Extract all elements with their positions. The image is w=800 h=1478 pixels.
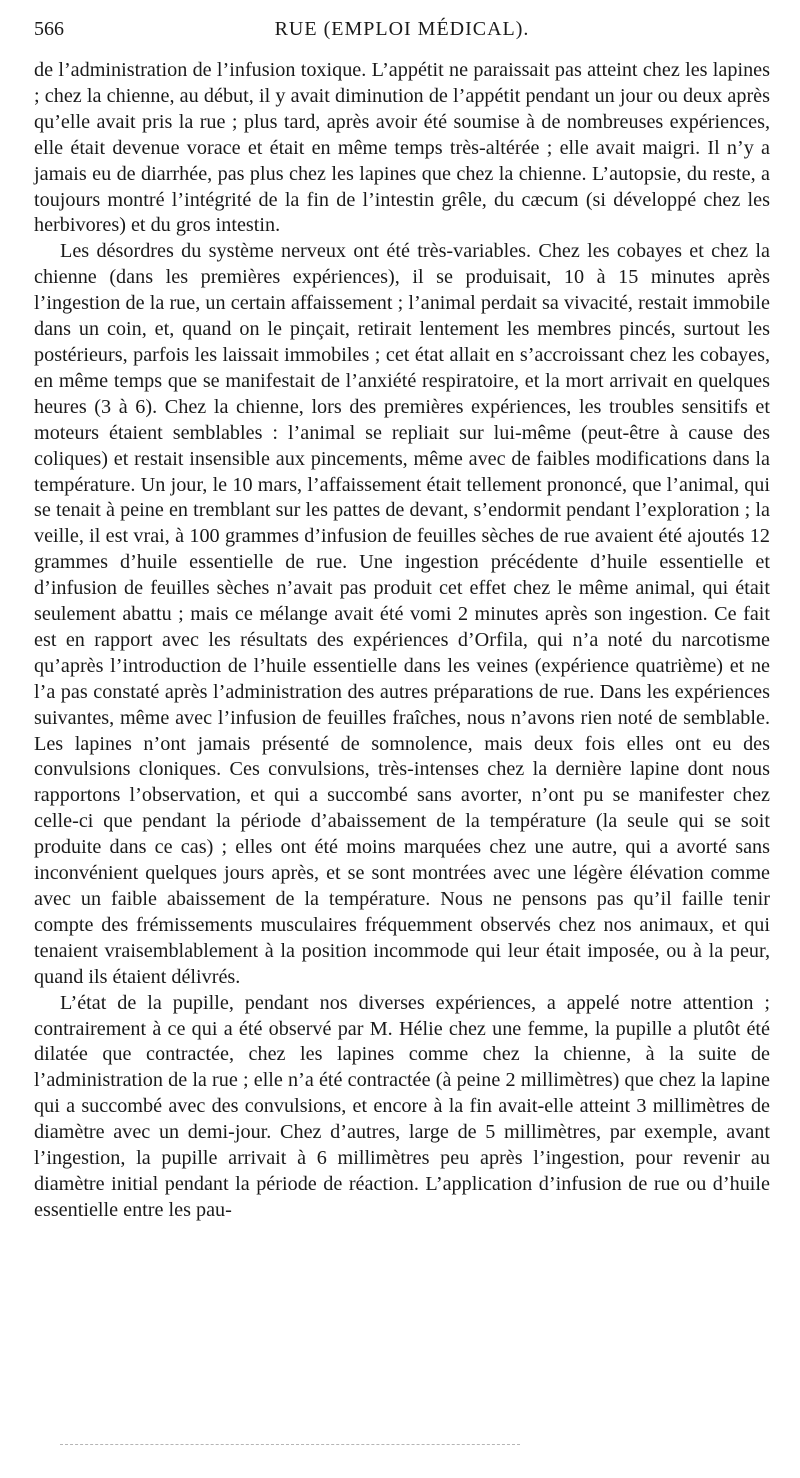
- body-text: [34, 58, 770, 1224]
- paragraph-continued: de l’administration de l’infusion toxique. L’appétit ne paraissait pas atteint chez les lapines ; chez la chienne, au début, il y avait diminution de l’appétit pendant un jour ou deux après qu’elle avait pris la rue ; plus tard, après avoir été soumise à de nombreuses expériences, elle était devenue vorace et était en même temps très-altérée ; elle avait maigri. Il n’y a jamais eu de diarrhée, pas plus chez les lapines que chez la chienne. L’autopsie, du reste, a toujours montré l’intégrité de la fin de l’intestin grêle, du cæcum (si développé chez les herbivores) et du gros intestin.: [34, 59, 770, 237]
- running-head: [34, 18, 770, 48]
- running-title: RUE (EMPLOI MÉDICAL).: [274, 18, 530, 40]
- paragraph-nervous-system: Les désordres du système nerveux ont été très-variables. Chez les cobayes et chez la chienne (dans les premières expériences), il se produisait, 10 à 15 minutes après l’ingestion de la rue, un certain affaissement ; l’animal perdait sa vivacité, restait immobile dans un coin, et, quand on le pinçait, retirait lentement les membres pincés, surtout les postérieurs, parfois les laissait immobiles ; cet état allait en s’accroissant chez les cobayes, en même temps que se manifestait de l’anxiété respiratoire, et la mort arrivait en quelques heures (3 à 6). Chez la chienne, lors des premières expériences, les troubles sensitifs et moteurs étaient semblables : l’animal se repliait sur lui-même (peut-être à cause des coliques) et restait insensible aux pincements, même avec de faibles modifications dans la température. Un jour, le 10 mars, l’affaissement était tellement prononcé, que l’animal, qui se tenait à peine en tremblant sur les pattes de devant, s’endormit pendant l’exploration ; la veille, il est vrai, à 100 grammes d’infusion de feuilles sèches de rue avaient été ajoutés 12 grammes d’huile essentielle de rue. Une ingestion précédente d’huile essentielle et d’infusion de feuilles sèches n’avait pas produit cet effet chez le même animal, qui était seulement abattu ; mais ce mélange avait été vomi 2 minutes après son ingestion. Ce fait est en rapport avec les résultats des expériences d’Orfila, qui n’a noté du narcotisme qu’après l’introduction de l’huile essentielle dans les veines (expérience quatrième) et ne l’a pas constaté après l’administration des autres préparations de rue. Dans les expériences suivantes, même avec l’infusion de feuilles fraîches, nous n’avons rien noté de semblable. Les lapines n’ont jamais présenté de somnolence, mais deux fois elles ont eu des convulsions cloniques. Ces convulsions, très-intenses chez la dernière lapine dont nous rapportons l’observation, et qui a succombé sans avorter, n’ont pu se manifester chez celle-ci que pendant la période d’abaissement de la température (la seule qui se soit produite dans ce cas) ; elles ont été moins marquées chez une autre, qui a avorté sans inconvénient quelques jours après, et se sont montrées avec une légère élévation comme avec un faible abaissement de la température. Nous ne pensons pas qu’il faille tenir compte des frémissements musculaires fréquemment observés chez nos animaux, et qui tenaient vraisemblablement à la position incommode qui leur était imposée, ou à la peur, quand ils étaient délivrés.: [34, 240, 770, 988]
- paragraph-pupil: L’état de la pupille, pendant nos diverses expériences, a appelé notre attention ; contrairement à ce qui a été observé par M. Hélie chez une femme, la pupille a plutôt été dilatée que contractée, chez les lapines comme chez la chienne, à la suite de l’administration de la rue ; elle n’a été contractée (à peine 2 millimètres) que chez la lapine qui a succombé avec des convulsions, et encore à la fin avait-elle atteint 3 millimètres de diamètre avec un demi-jour. Chez d’autres, large de 5 millimètres, par exemple, avant l’ingestion, la pupille arrivait à 6 millimètres peu après l’ingestion, pour revenir au diamètre initial pendant la période de réaction. L’application d’infusion de rue ou d’huile essentielle entre les pau-: [34, 991, 770, 1221]
- page-number: 566: [34, 18, 64, 40]
- bottom-rule: [60, 1444, 520, 1445]
